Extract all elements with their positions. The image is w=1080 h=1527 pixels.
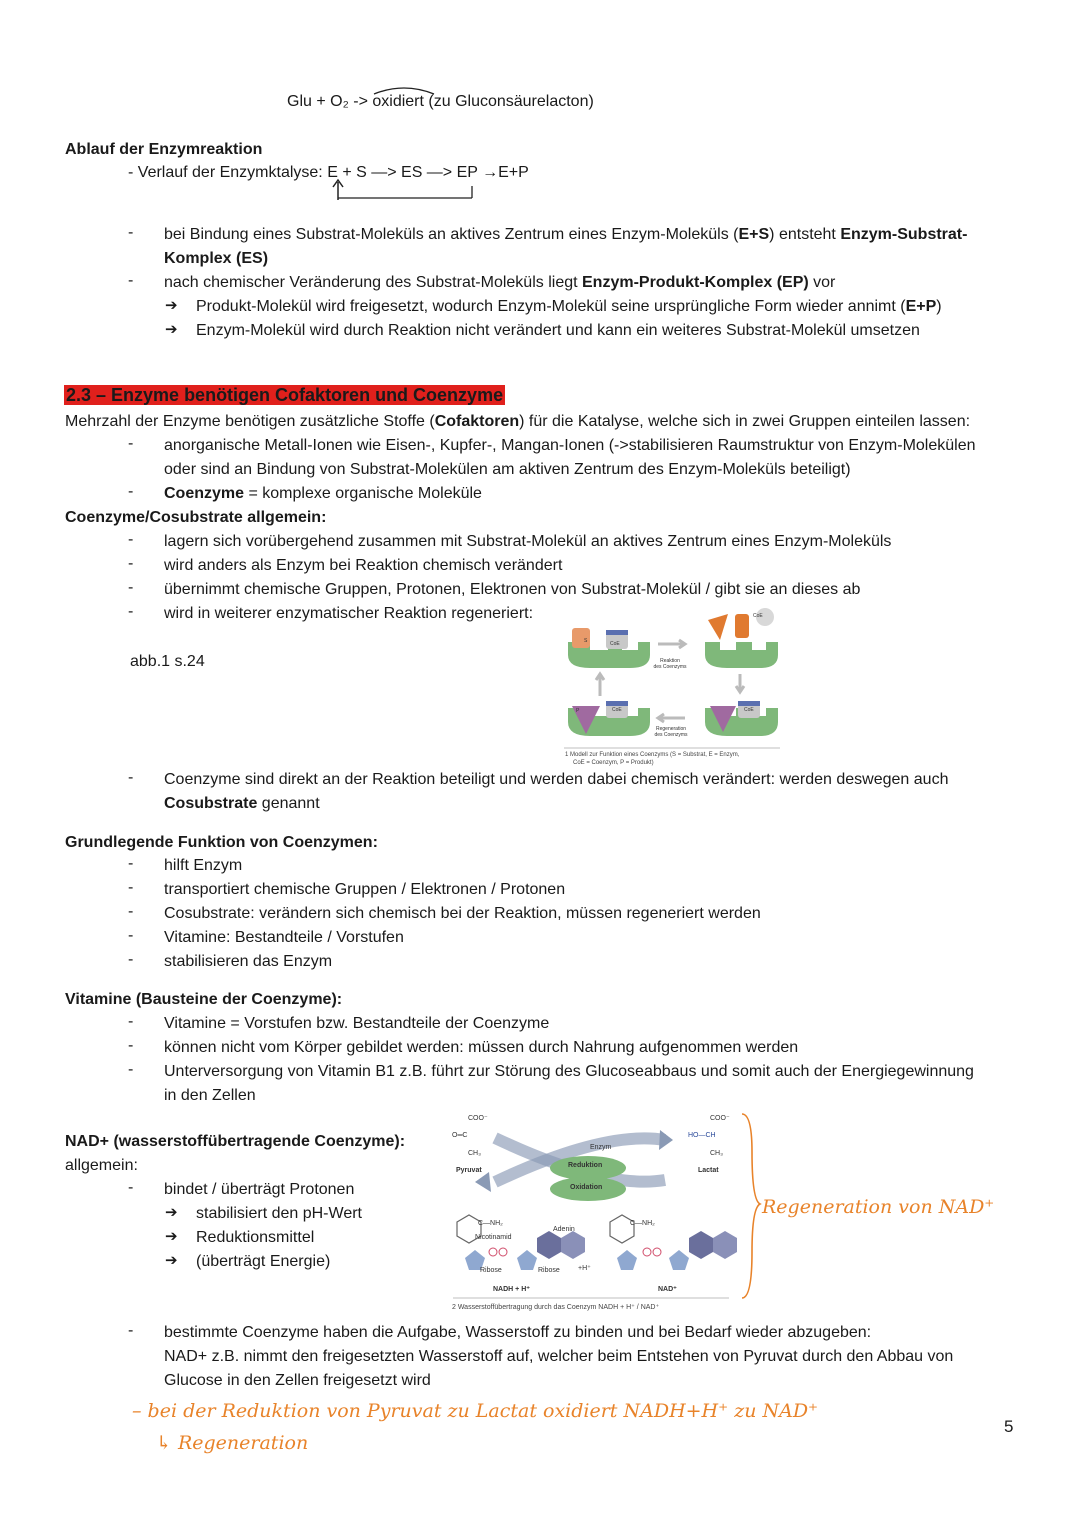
dash: - — [128, 1013, 134, 1030]
list-item: Cosubstrate: verändern sich chemisch bei der Reaktion, müssen regeneriert werden — [164, 905, 761, 922]
brace-icon — [372, 85, 436, 95]
dash: - — [128, 603, 134, 620]
dash: - — [128, 555, 134, 572]
cofactor-intro: Mehrzahl der Enzyme benötigen zusätzliche Stoffe (Cofaktoren) für die Katalyse, welche sich in zwei Gruppen einteilen lassen: — [65, 413, 971, 430]
cosubstrate-note: Coenzyme sind direkt an der Reaktion beteiligt und werden dabei chemisch verändert: werden deswegen auch — [164, 771, 949, 788]
reaction-label: Reaktion des Coenzyms — [653, 658, 687, 670]
figure1-caption-cont: CoE = Coenzym, P = Produkt) — [573, 760, 654, 766]
metal-ions-line2: oder sind an Bindung von Substrat-Molekülen am aktiven Zentrum des Enzym-Moleküls beteiligt) — [164, 461, 851, 478]
enzym-label: Enzym — [590, 1144, 612, 1151]
cosubstrate-note-cont: Cosubstrate genannt — [164, 795, 320, 812]
figure-reference: abb.1 s.24 — [130, 653, 205, 670]
dash: - — [128, 531, 134, 548]
page-number: 5 — [1004, 1417, 1014, 1436]
arrow-right-icon: ➔ — [165, 1204, 178, 1221]
oxidized-word: oxidiert — [372, 93, 428, 110]
nad-bullet-cont: NAD+ z.B. nimmt den freigesetzten Wasserstoff auf, welcher beim Entstehen von Pyruvat durch den Abbau von — [164, 1348, 954, 1365]
coe-label: CoE — [610, 641, 620, 647]
arrow-unchanged: Enzym-Molekül wird durch Reaktion nicht verändert und kann ein weiteres Substrat-Molekül umsetzen — [196, 322, 920, 339]
formula-text: Glu + O₂ -> — [287, 93, 368, 110]
dash: - — [128, 483, 134, 500]
list-item: stabilisieren das Enzym — [164, 953, 333, 970]
arrow-right-icon: ➔ — [165, 297, 178, 314]
ch3-label: CH₃ — [710, 1150, 723, 1157]
arrow-right-icon: ➔ — [165, 321, 178, 338]
coe-label: CoE — [612, 707, 622, 713]
ablauf-heading: Ablauf der Enzymreaktion — [65, 141, 263, 158]
bullet-binding: bei Bindung eines Substrat-Moleküls an aktives Zentrum eines Enzym-Moleküls (E+S) entsteht Enzym-Substrat- — [164, 226, 968, 243]
figure1-caption: 1 Modell zur Funktion eines Coenzyms (S = Substrat, E = Enzym, — [565, 752, 740, 758]
nadplus-label: NAD⁺ — [658, 1286, 677, 1293]
dash: - — [128, 1061, 134, 1078]
handwritten-note: – bei der Reduktion von Pyruvat zu Lactat oxidiert NADH+H⁺ zu NAD⁺ — [132, 1400, 819, 1422]
arrow-item: stabilisiert den pH-Wert — [196, 1205, 362, 1222]
arrow-product: Produkt-Molekül wird freigesetzt, wodurch Enzym-Molekül seine ursprüngliche Form wieder annimt (E+P) — [196, 298, 942, 315]
oc-label: O═C — [452, 1132, 468, 1139]
dash: - — [128, 903, 134, 920]
list-item: wird anders als Enzym bei Reaktion chemisch verändert — [164, 557, 563, 574]
list-item: wird in weiterer enzymatischer Reaktion regeneriert: — [164, 605, 534, 622]
formula-rest: (zu Gluconsäurelacton) — [428, 93, 594, 110]
arrow-right-icon: ➔ — [165, 1252, 178, 1269]
reduktion-label: Reduktion — [568, 1162, 603, 1169]
nadh-label: NADH + H⁺ — [493, 1286, 530, 1293]
pyruvat-label: Pyruvat — [456, 1167, 482, 1174]
nad-heading: NAD+ (wasserstoffübertragende Coenzyme): — [65, 1133, 406, 1150]
list-item: lagern sich vorübergehend zusammen mit Substrat-Molekül an aktives Zentrum eines Enzym-Moleküls — [164, 533, 892, 550]
lactat-label: Lactat — [698, 1167, 719, 1174]
handwritten-note-cont: ↳ Regeneration — [156, 1432, 309, 1454]
list-item-cont: in den Zellen — [164, 1087, 256, 1104]
dash: - — [128, 435, 134, 452]
ch3-label: CH₃ — [468, 1150, 481, 1157]
arrow-item: Reduktionsmittel — [196, 1229, 315, 1246]
dash: - — [128, 272, 134, 289]
adenin-label: Adenin — [553, 1226, 575, 1233]
ribose-label: Ribose — [480, 1267, 502, 1274]
nh2-label: C—NH₂ — [630, 1220, 655, 1227]
list-item: Vitamine = Vorstufen bzw. Bestandteile der Coenzyme — [164, 1015, 550, 1032]
dash: - — [128, 1179, 134, 1196]
nad-figure — [445, 1110, 745, 1310]
dash: - — [128, 1322, 134, 1339]
list-item: bindet / überträgt Protonen — [164, 1181, 355, 1198]
coenzyme-model-figure — [560, 600, 790, 770]
dash: - — [128, 855, 134, 872]
nad-subheading: allgemein: — [65, 1157, 138, 1174]
dash: - — [128, 579, 134, 596]
section-heading-text: 2.3 – Enzyme benötigen Cofaktoren und Coenzyme — [66, 385, 504, 405]
hplus-label: +H⁺ — [578, 1265, 591, 1272]
p-label: P — [576, 708, 580, 714]
coo-label: COO⁻ — [468, 1115, 488, 1122]
arrow-right-icon: ➔ — [165, 1228, 178, 1245]
catalysis-formula: E + S —> ES —> EP →E+P — [327, 164, 529, 181]
list-item: Unterversorgung von Vitamin B1 z.B. führt zur Störung des Glucoseabbaus und somit auch der Energiegewinnung — [164, 1063, 974, 1080]
nicotinamid-label: Nicotinamid — [475, 1234, 512, 1241]
brace-icon — [738, 1112, 762, 1302]
bullet-binding-cont: Komplex (ES) — [164, 250, 269, 267]
dash: - — [128, 224, 134, 241]
dash: - — [128, 927, 134, 944]
nad-bullet: bestimmte Coenzyme haben die Aufgabe, Wasserstoff zu binden und bei Bedarf wieder abzugeben: — [164, 1324, 872, 1341]
list-item: können nicht vom Körper gebildet werden: müssen durch Nahrung aufgenommen werden — [164, 1039, 799, 1056]
list-item: übernimmt chemische Gruppen, Protonen, Elektronen von Substrat-Molekül / gibt sie an dieses ab — [164, 581, 861, 598]
nad-bullet-cont: Glucose in den Zellen freigesetzt wird — [164, 1372, 431, 1389]
handwritten-regen: Regeneration von NAD⁺ — [762, 1196, 995, 1218]
coenzyme-def: Coenzyme = komplexe organische Moleküle — [164, 485, 482, 502]
glucose-oxidation-line — [287, 91, 594, 113]
s-label: S — [584, 638, 588, 644]
section-heading — [64, 383, 505, 407]
list-item: hilft Enzym — [164, 857, 243, 874]
dash: - — [128, 951, 134, 968]
cycle-arrow-icon — [330, 176, 475, 202]
coo-label: COO⁻ — [710, 1115, 730, 1122]
catalysis-label: - Verlauf der Enzymktalyse: — [128, 164, 323, 181]
cosubstrate-heading: Coenzyme/Cosubstrate allgemein: — [65, 509, 327, 526]
coe-label: CoE — [753, 613, 763, 619]
arrow-item: (überträgt Energie) — [196, 1253, 331, 1270]
ribose-label: Ribose — [538, 1267, 560, 1274]
regeneration-label: Regeneration des Coenzyms — [654, 726, 688, 738]
dash: - — [128, 769, 134, 786]
list-item: Vitamine: Bestandteile / Vorstufen — [164, 929, 404, 946]
vitamine-heading: Vitamine (Bausteine der Coenzyme): — [65, 991, 343, 1008]
coe-label: CoE — [744, 707, 754, 713]
bullet-ep: nach chemischer Veränderung des Substrat-Moleküls liegt Enzym-Produkt-Komplex (EP) vor — [164, 274, 836, 291]
hoch-label: HO—CH — [688, 1132, 716, 1139]
oxidation-label: Oxidation — [570, 1184, 603, 1191]
figure2-caption: 2 Wasserstoffübertragung durch das Coenzym NADH + H⁺ / NAD⁺ — [452, 1304, 660, 1311]
grund-heading: Grundlegende Funktion von Coenzymen: — [65, 834, 378, 851]
nh2-label: C—NH₂ — [478, 1220, 503, 1227]
dash: - — [128, 879, 134, 896]
dash: - — [128, 1037, 134, 1054]
metal-ions-line1: anorganische Metall-Ionen wie Eisen-, Kupfer-, Mangan-Ionen (->stabilisieren Raumstruktur von Enzym-Molekülen — [164, 437, 976, 454]
list-item: transportiert chemische Gruppen / Elektronen / Protonen — [164, 881, 566, 898]
